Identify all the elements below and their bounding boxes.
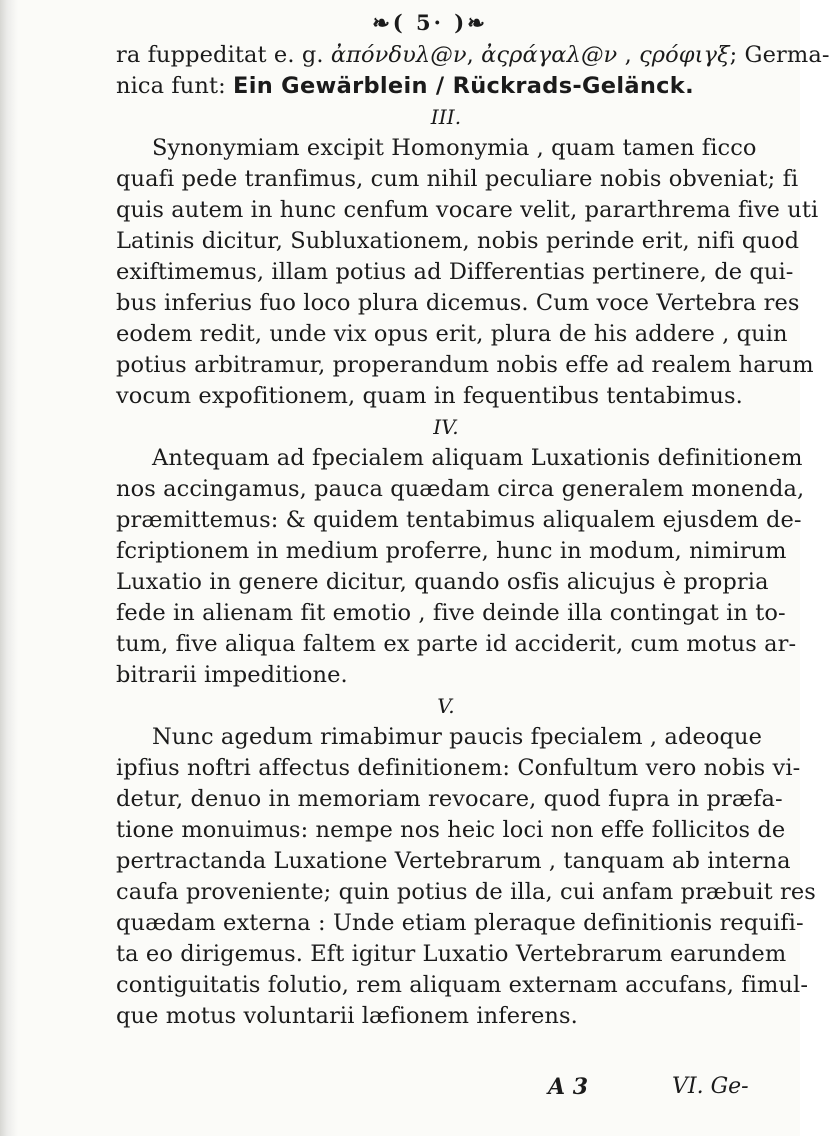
text-line: potius arbitramur, properandum nobis effe ad realem harum — [116, 352, 814, 378]
section-number: III. — [430, 105, 462, 129]
section-number: IV. — [433, 415, 459, 439]
text-line: tum, five aliqua faltem ex parte id acciderit, cum motus ar- — [116, 631, 797, 657]
text-line — [116, 40, 830, 71]
text-line: pertractanda Luxatione Vertebrarum , tanquam ab interna — [116, 848, 791, 874]
section-number: V. — [437, 694, 455, 718]
binding-shadow — [0, 0, 18, 1136]
text-line: fcriptionem in medium proferre, hunc in modum, nimirum — [116, 538, 787, 564]
text-segment: , — [466, 42, 482, 68]
text-line: eodem redit, unde vix opus erit, plura de his addere , quin — [116, 321, 788, 347]
text-line: quafi pede tranfimus, cum nihil peculiare nobis obveniat; fi — [116, 166, 799, 192]
running-head: ❧( 5· )❧ — [372, 10, 488, 35]
text-line: contiguitatis folutio, rem aliquam externam accufans, fimul- — [116, 972, 809, 998]
german-term: Ein Gewärblein / Rückrads-Gelänck. — [233, 73, 694, 99]
main-text — [116, 40, 830, 1032]
text-segment: nica funt: — [116, 73, 234, 99]
text-line: ta eo dirigemus. Eft igitur Luxatio Vertebrarum earundem — [116, 941, 787, 967]
text-segment: ; Germa- — [729, 42, 830, 68]
text-line: bus inferius fuo loco plura dicemus. Cum voce Vertebra res — [116, 290, 800, 316]
text-line: bitrarii impeditione. — [116, 662, 348, 688]
text-line: Synonymiam excipit Homonymia , quam tamen ficco — [152, 135, 757, 161]
text-line: nos accingamus, pauca quædam circa generalem monenda, — [116, 476, 805, 502]
greek-word: ἀςράγαλ@ν — [481, 42, 618, 68]
greek-word: ςρόφιγξ — [639, 42, 730, 68]
text-line: præmittemus: & quidem tentabimus aliqualem ejusdem de- — [116, 507, 802, 533]
text-line: fede in alienam fit emotio , five deinde illa contingat in to- — [116, 600, 786, 626]
catchword: VI. Ge- — [672, 1074, 749, 1099]
text-line: quis autem in hunc cenfum vocare velit, pararthrema five uti — [116, 197, 819, 223]
text-line: que motus voluntarii læfionem inferens. — [116, 1003, 578, 1029]
text-line: Nunc agedum rimabimur paucis fpecialem , adeoque — [152, 724, 763, 750]
text-line — [116, 71, 776, 102]
text-line: Antequam ad fpecialem aliquam Luxationis definitionem — [152, 445, 803, 471]
text-line: Latinis dicitur, Subluxationem, nobis perinde erit, nifi quod — [116, 228, 800, 254]
text-segment: ra fuppeditat e. g. — [116, 42, 331, 68]
signature-mark: A 3 — [548, 1074, 589, 1100]
text-line: Luxatio in genere dicitur, quando osfis alicujus è propria — [116, 569, 769, 595]
text-line: ipfius noftri affectus definitionem: Confultum vero nobis vi- — [116, 755, 801, 781]
text-line: tione monuimus: nempe nos heic loci non effe follicitos de — [116, 817, 786, 843]
text-segment: , — [617, 42, 640, 68]
text-line: caufa proveniente; quin potius de illa, cui anfam præbuit res — [116, 879, 816, 905]
text-line: exiftimemus, illam potius ad Differentias pertinere, de qui- — [116, 259, 794, 285]
text-line: quædam externa : Unde etiam pleraque definitionis requifi- — [116, 910, 804, 936]
greek-word: ἀπόνδυλ@ν — [330, 42, 467, 68]
text-line: detur, denuo in memoriam revocare, quod fupra in præfa- — [116, 786, 783, 812]
text-line: vocum expofitionem, quam in fequentibus tentabimus. — [116, 383, 743, 409]
